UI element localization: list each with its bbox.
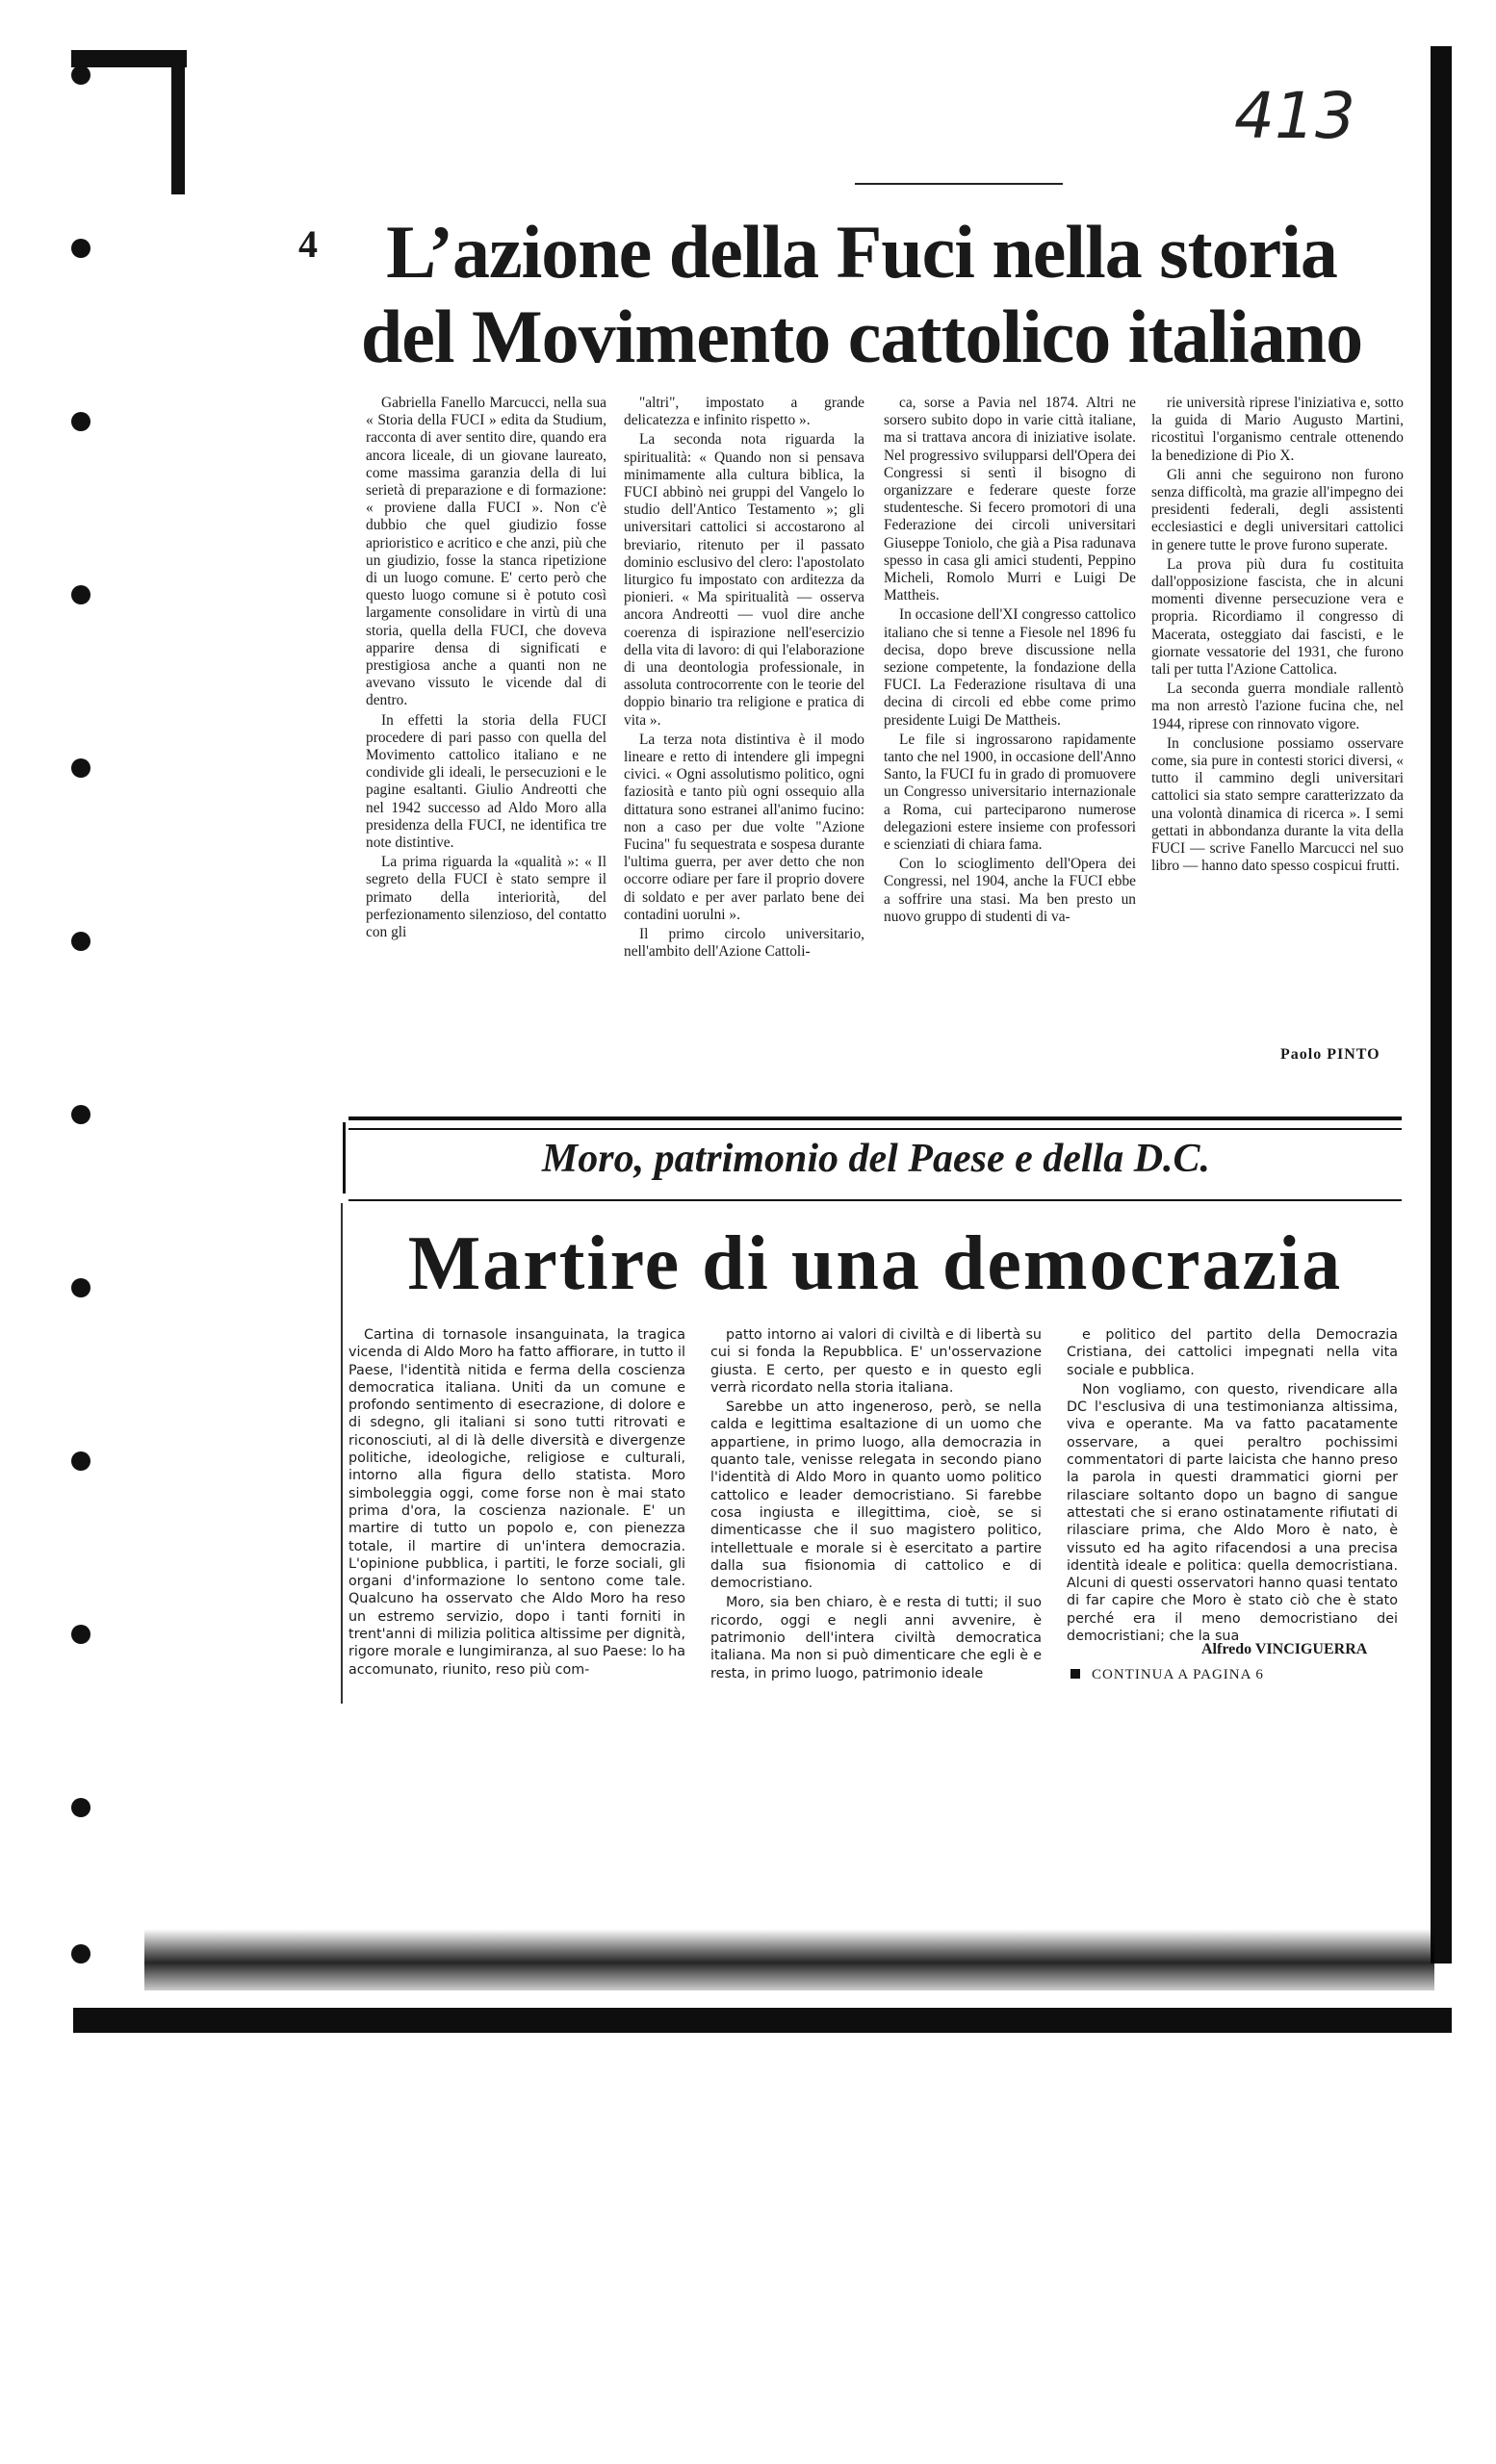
scan-border-top-left [71,50,187,67]
paragraph: "altri", impostato a grande delicatezza e infinito rispetto ». [624,395,864,429]
punch-hole [71,585,90,604]
article2-subtitle: Moro, patrimonio del Paese e della D.C. [541,1137,1211,1181]
column-edge-line [341,1203,343,1704]
punch-hole [71,1278,90,1297]
article2-column-3 [1067,1326,1398,1647]
article2-column-2 [710,1326,1042,1684]
paragraph: e politico del partito della Democrazia Cristiana, dei cattolici impegnati nella vita sociale e pubblica. [1067,1327,1398,1378]
punch-hole [71,65,90,85]
paragraph: In occasione dell'XI congresso cattolico italiano che si tenne a Fiesole nel 1896 fu decisa, dopo breve discussione nella sezione competente, la fondazione della FUCI. La Federazione risultava di una decina di circoli ed ebbe come primo presidente Luigi De Mattheis. [884,606,1136,729]
paragraph: In effetti la storia della FUCI procedere di pari passo con quella del Movimento cattolico italiano e ne condivide gli ideali, le persecuzioni e le pagine esaltanti. Giulio Andreotti che nel 1942 successo ad Aldo Moro alla presidenza della FUCI, ne identifica tre note distintive. [366,711,606,852]
paragraph: La seconda guerra mondiale rallentò ma non arrestò l'azione fucina che, nel 1944, riprese con rinnovato vigore. [1151,680,1404,732]
article1-column-4 [1151,395,1404,877]
paragraph: Il primo circolo universitario, nell'ambito dell'Azione Cattoli- [624,926,864,961]
article1-kicker: 4 [298,222,317,266]
paragraph: rie università riprese l'iniziativa e, sotto la guida di Mario Augusto Martini, ricostituì l'organismo centrale ottenendo la benedizione di Pio X. [1151,395,1404,464]
punch-hole [71,239,90,258]
article2-column-1 [348,1326,685,1681]
punch-hole [71,1105,90,1124]
article2-byline: Alfredo VINCIGUERRA [1201,1641,1368,1657]
paragraph: La prima riguarda la «qualità »: « Il segreto della FUCI è stato sempre il primato della interiorità, del perfezionamento silenzioso, del contatto con gli [366,854,606,941]
punch-hole [71,1625,90,1644]
scan-border-bottom [73,2008,1452,2033]
paragraph: Non vogliamo, con questo, rivendicare alla DC l'esclusiva di una testimonianza altissima, viva e operante. Ma va fatto pacatamente osservare, a quei peraltro pochissimi commentatori di parte laicista che hanno preso la parola in questi drammatici giorni per rilasciare soltanto dopo un bagno di sangue attestati che si erano ostinatamente rifiutati di rilasciare prima, che Aldo Moro è nato, è vissuto ed ha agito rifacendosi a una precisa identità ideale e politica: quella democristiana. Alcuni di questi osservatori hanno quasi tentato di far capire che Moro è stato ciò che è stato perché era il meno democristiano dei democristiani; che la sua [1067,1381,1398,1645]
paragraph: patto intorno ai valori di civiltà e di libertà su cui si fonda la Repubblica. E' un'osservazione giusta. E certo, per questo e in questo egli verrà ricordato nella storia italiana. [710,1327,1042,1396]
paragraph: La terza nota distintiva è il modo lineare e retto di intendere gli impegni civici. « Ogni assolutismo politico, ogni faziosità e tanto più ogni ossequio alla dittatura sono estranei all'animo fucino: non a caso per due volte "Azione Fucina" fu sequestrata e sospesa durante l'ultima guerra, per aver detto che non occorre odiare per fare il proprio dovere di soldato e per aver parlato bene dei contadini uorulni ». [624,731,864,923]
article1-title-line1: L’azione della Fuci nella storia [386,210,1337,294]
separator-bar [343,1122,346,1194]
article2-title: Martire di una democrazia [407,1221,1343,1306]
paragraph: Gli anni che seguirono non furono senza difficoltà, ma grazie all'impegno dei presidenti federali, degli assistenti ecclesiastici e degli universitari cattolici in genere tutte le prove furono superate. [1151,466,1404,553]
paragraph: In conclusione possiamo osservare come, sia pure in contesti storici diversi, « tutto il cammino degli universitari cattolici sia stato sempre caratterizzato da una volontà dinamica di ricerca ». I semi gettati in abbondanza durante la vita della FUCI — scrive Fanello Marcucci nel suo libro — hanno dato spesso cospicui frutti. [1151,734,1404,875]
article1-column-1 [366,395,606,943]
punch-hole [71,758,90,778]
article1-byline: Paolo PINTO [1280,1046,1380,1063]
bullet-square-icon [1070,1669,1080,1679]
scan-border-right [1431,46,1452,1964]
scan-shadow-band [144,1929,1434,1990]
paragraph: ca, sorse a Pavia nel 1874. Altri ne sorsero subito dopo in varie città italiane, ma si trattava ancora di iniziative isolate. Nel progressivo svilupparsi dell'Opera dei Congressi si sentì il bisogno di organizzare e federare queste forze studentesche. Si fecero promotori di una Federazione dei circoli universitari Giuseppe Toniolo, che già a Pisa radunava spesso in casa gli amici studenti, Peppino Micheli, Romolo Murri e Luigi De Mattheis. [884,395,1136,604]
article1-title-line2: del Movimento cattolico italiano [360,295,1363,378]
punch-hole [71,1944,90,1964]
punch-hole [71,932,90,951]
punch-hole [71,1451,90,1471]
separator-rule [348,1128,1402,1130]
paragraph: Con lo scioglimento dell'Opera dei Congressi, nel 1904, anche la FUCI ebbe a soffrire una stasi. Ma ben presto un nuovo gruppo di studenti di va- [884,856,1136,925]
paragraph: La prova più dura fu costituita dall'opposizione fascista, che in alcuni momenti divenne persecuzione vera e propria. Ricordiamo il congresso di Macerata, osteggiato dai fascisti, e le giornate vessatorie del 1931, che furono tali per tutta l'Azione Cattolica. [1151,555,1404,679]
paragraph: La seconda nota riguarda la spiritualità: « Quando non si pensava minimamente alla cultura biblica, la FUCI abbinò nei gruppi del Vangelo lo studio dell'Antico Testamento »; gli universitari cattolici si accostarono al breviario, ritenuto per il passato dominio esclusivo del clero: l'apostolato liturgico fu impostato con arditezza da pionieri. « Ma spiritualità — osserva ancora Andreotti — vuol dire anche coerenza di ispirazione nell'esercizio della vita di lavoro: di qui l'elaborazione di una deontologia professionale, in assoluta controcorrente con le teorie del doppio binario tra religione e pratica di vita ». [624,431,864,729]
paragraph: Cartina di tornasole insanguinata, la tragica vicenda di Aldo Moro ha fatto affiorare, in tutto il Paese, l'identità nitida e ferma della coscienza democratica italiana. Uniti da un comune e profondo sentimento di esecrazione, di dolore e di sdegno, gli italiani si sono tutti ritrovati e riconosciuti, al di là delle diversità e divergenze politiche, ideologiche, religiose e culturali, intorno alla figura dello statista. Moro simboleggia oggi, come forse non è mai stato prima d'ora, la coscienza nazionale. E' un martire di tutto un popolo e, con pienezza totale, il martire di un'intera democrazia. L'opinione pubblica, i partiti, le forze sociali, gli organi d'informazione lo sentono come tale. Qualcuno ha osservato che Aldo Moro ha reso un estremo servizio, dopo i tanti forniti in trent'anni di milizia politica altissime per dignità, rigore morale e lungimiranza, al suo Paese: lo ha accomunato, riunito, reso più com- [348,1327,685,1678]
continued-on-page [1070,1667,1264,1683]
article1-column-2 [624,395,864,963]
punch-hole [71,412,90,431]
article1-column-3 [884,395,1136,928]
headline-rule [855,183,1063,185]
scan-border-left-bar [171,50,185,194]
continua-page-number: 6 [1255,1667,1264,1682]
article1-title [298,210,1406,379]
separator-rule [348,1116,1402,1120]
paragraph: Sarebbe un atto ingeneroso, però, se nella calda e legittima esaltazione di un uomo che appartiene, in primo luogo, alla democrazia in quanto tale, venisse relegata in secondo piano l'identità di Aldo Moro in quanto uomo politico cattolico e leader democristiano. Si farebbe cosa ingiusta e illegittima, cioè, se si dimenticasse che il suo magistero politico, intellettuale e morale si è esercitato a partire dalla sua fisionomia di cattolico e di democristiano. [710,1399,1042,1592]
paragraph: Le file si ingrossarono rapidamente tanto che nel 1900, in occasione dell'Anno Santo, la FUCI fu in grado di promuovere un Congresso universitario internazionale a Roma, cui parteciparono numerose delegazioni estere insieme con professori e scienziati di chiara fama. [884,731,1136,854]
continua-label: CONTINUA A PAGINA [1092,1667,1251,1682]
separator-rule [348,1199,1402,1201]
handwritten-page-number: 413 [1234,79,1355,153]
paragraph: Gabriella Fanello Marcucci, nella sua « Storia della FUCI » edita da Studium, racconta di aver sentito dire, quando era ancora liceale, di un giovane laureato, come massima garanzia della di lui serietà di preparazione e di formazione: « proviene dalla FUCI ». Non c'è dubbio che quel giudizio fosse aprioristico e acritico e che anzi, più che un giudizio, fosse la stanca ripetizione di un luogo comune. E' certo però che questo luogo comune si è potuto così largamente consolidare in virtù di una storia, quella della FUCI, che doveva apparire densa di significati e prestigiosa anche a quanti non ne avevano vissuto le vicende dal di dentro. [366,395,606,709]
paragraph: Moro, sia ben chiaro, è e resta di tutti; il suo ricordo, oggi e negli anni avvenire, è patrimonio dell'intera civiltà democratica italiana. Ma non si può dimenticare che egli è e resta, in primo luogo, patrimonio ideale [710,1595,1042,1681]
punch-hole [71,1798,90,1817]
